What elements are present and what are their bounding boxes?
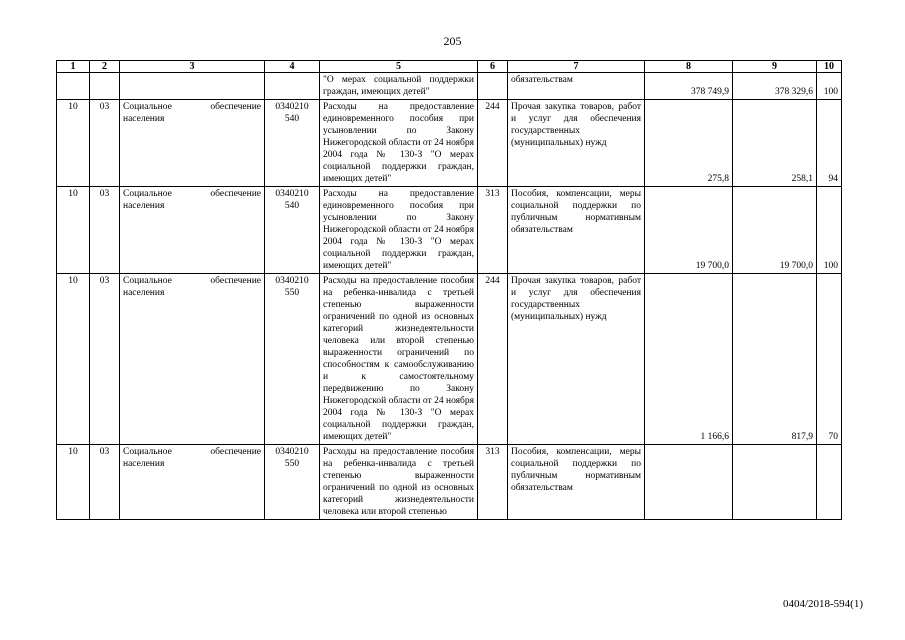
cell-actual [733, 445, 817, 520]
table-row [57, 274, 842, 445]
cell-expense-type: Пособия, компенсации, меры социальной поддержки по публичным нормативным обязательствам [508, 187, 645, 274]
cell-target-code-sub: 540 [284, 201, 300, 211]
cell-expense-type: обязательствам [508, 73, 645, 100]
cell-description: Расходы на предоставление единовременного пособия при усыновлении по Закону Нижегородской области от 24 ноября 2004 года № 130-З "О мерах социальной поддержки граждан, имеющих детей" [320, 187, 478, 274]
col-header-4: 4 [265, 61, 320, 73]
table-row [57, 187, 842, 274]
budget-table [56, 60, 842, 520]
cell-section: 10 [57, 274, 90, 445]
cell-planned: 378 749,9 [645, 73, 733, 100]
col-header-6: 6 [478, 61, 508, 73]
cell-target-code-main: 0340210 [275, 276, 309, 286]
table-row [57, 100, 842, 187]
cell-target-code [265, 100, 320, 187]
cell-expense-type: Пособия, компенсации, меры социальной поддержки по публичным нормативным обязательствам [508, 445, 645, 520]
table-row-continuation [57, 73, 842, 100]
cell-expense-code: 244 [478, 100, 508, 187]
cell-percent: 94 [817, 100, 842, 187]
cell-target-code [265, 274, 320, 445]
cell-description: "О мерах социальной поддержки граждан, имеющих детей" [320, 73, 478, 100]
cell-target-code-sub: 550 [284, 459, 300, 469]
cell-expense-code: 313 [478, 187, 508, 274]
cell-target-code-sub: 550 [284, 288, 300, 298]
cell-description: Расходы на предоставление пособия на ребенка-инвалида с третьей степенью выраженности ограничений по одной из основных категорий жизнедеятельности человека или второй степенью выраженности ограничений по способностям к самообслуживанию и к самостоятельному передвижению по Закону Нижегородской области от 24 ноября 2004 года № 130-З "О мерах социальной поддержки граждан, имеющих детей" [320, 274, 478, 445]
col-header-10: 10 [817, 61, 842, 73]
cell-target-code-sub: 540 [284, 114, 300, 124]
document-code: 0404/2018-594(1) [782, 598, 863, 610]
table-row [57, 445, 842, 520]
header-row [57, 61, 842, 73]
cell-target-code-main: 0340210 [275, 102, 309, 112]
cell-planned [645, 445, 733, 520]
cell-planned: 275,8 [645, 100, 733, 187]
col-header-3: 3 [120, 61, 265, 73]
cell-subsection: 03 [90, 274, 120, 445]
cell-actual: 19 700,0 [733, 187, 817, 274]
cell-percent: 100 [817, 187, 842, 274]
col-header-8: 8 [645, 61, 733, 73]
cell-section-name: Социальное обеспечение населения [120, 187, 265, 274]
cell-section: 10 [57, 100, 90, 187]
col-header-5: 5 [320, 61, 478, 73]
cell-percent: 100 [817, 73, 842, 100]
cell-percent: 70 [817, 274, 842, 445]
col-header-9: 9 [733, 61, 817, 73]
page-number: 205 [443, 34, 462, 48]
cell-section: 10 [57, 445, 90, 520]
cell-actual: 378 329,6 [733, 73, 817, 100]
col-header-1: 1 [57, 61, 90, 73]
cell-actual: 258,1 [733, 100, 817, 187]
cell-expense-code: 313 [478, 445, 508, 520]
cell-subsection: 03 [90, 100, 120, 187]
cell-target-code [265, 187, 320, 274]
cell-expense-code: 244 [478, 274, 508, 445]
cell-target-code-main: 0340210 [275, 447, 309, 457]
cell-description: Расходы на предоставление пособия на ребенка-инвалида с третьей степенью выраженности ограничений по одной из основных категорий жизнедеятельности человека или второй степенью [320, 445, 478, 520]
cell-section-name: Социальное обеспечение населения [120, 274, 265, 445]
cell-subsection: 03 [90, 445, 120, 520]
cell-target-code [265, 445, 320, 520]
cell-planned: 19 700,0 [645, 187, 733, 274]
cell-target-code-main: 0340210 [275, 189, 309, 199]
cell-description: Расходы на предоставление единовременного пособия при усыновлении по Закону Нижегородской области от 24 ноября 2004 года № 130-З "О мерах социальной поддержки граждан, имеющих детей" [320, 100, 478, 187]
col-header-2: 2 [90, 61, 120, 73]
col-header-7: 7 [508, 61, 645, 73]
cell-expense-type: Прочая закупка товаров, работ и услуг для обеспечения государственных (муниципальных) нужд [508, 274, 645, 445]
cell-section-name: Социальное обеспечение населения [120, 100, 265, 187]
cell-percent [817, 445, 842, 520]
cell-actual: 817,9 [733, 274, 817, 445]
cell-section-name: Социальное обеспечение населения [120, 445, 265, 520]
cell-section: 10 [57, 187, 90, 274]
cell-subsection: 03 [90, 187, 120, 274]
cell-expense-type: Прочая закупка товаров, работ и услуг для обеспечения государственных (муниципальных) нужд [508, 100, 645, 187]
cell-planned: 1 166,6 [645, 274, 733, 445]
